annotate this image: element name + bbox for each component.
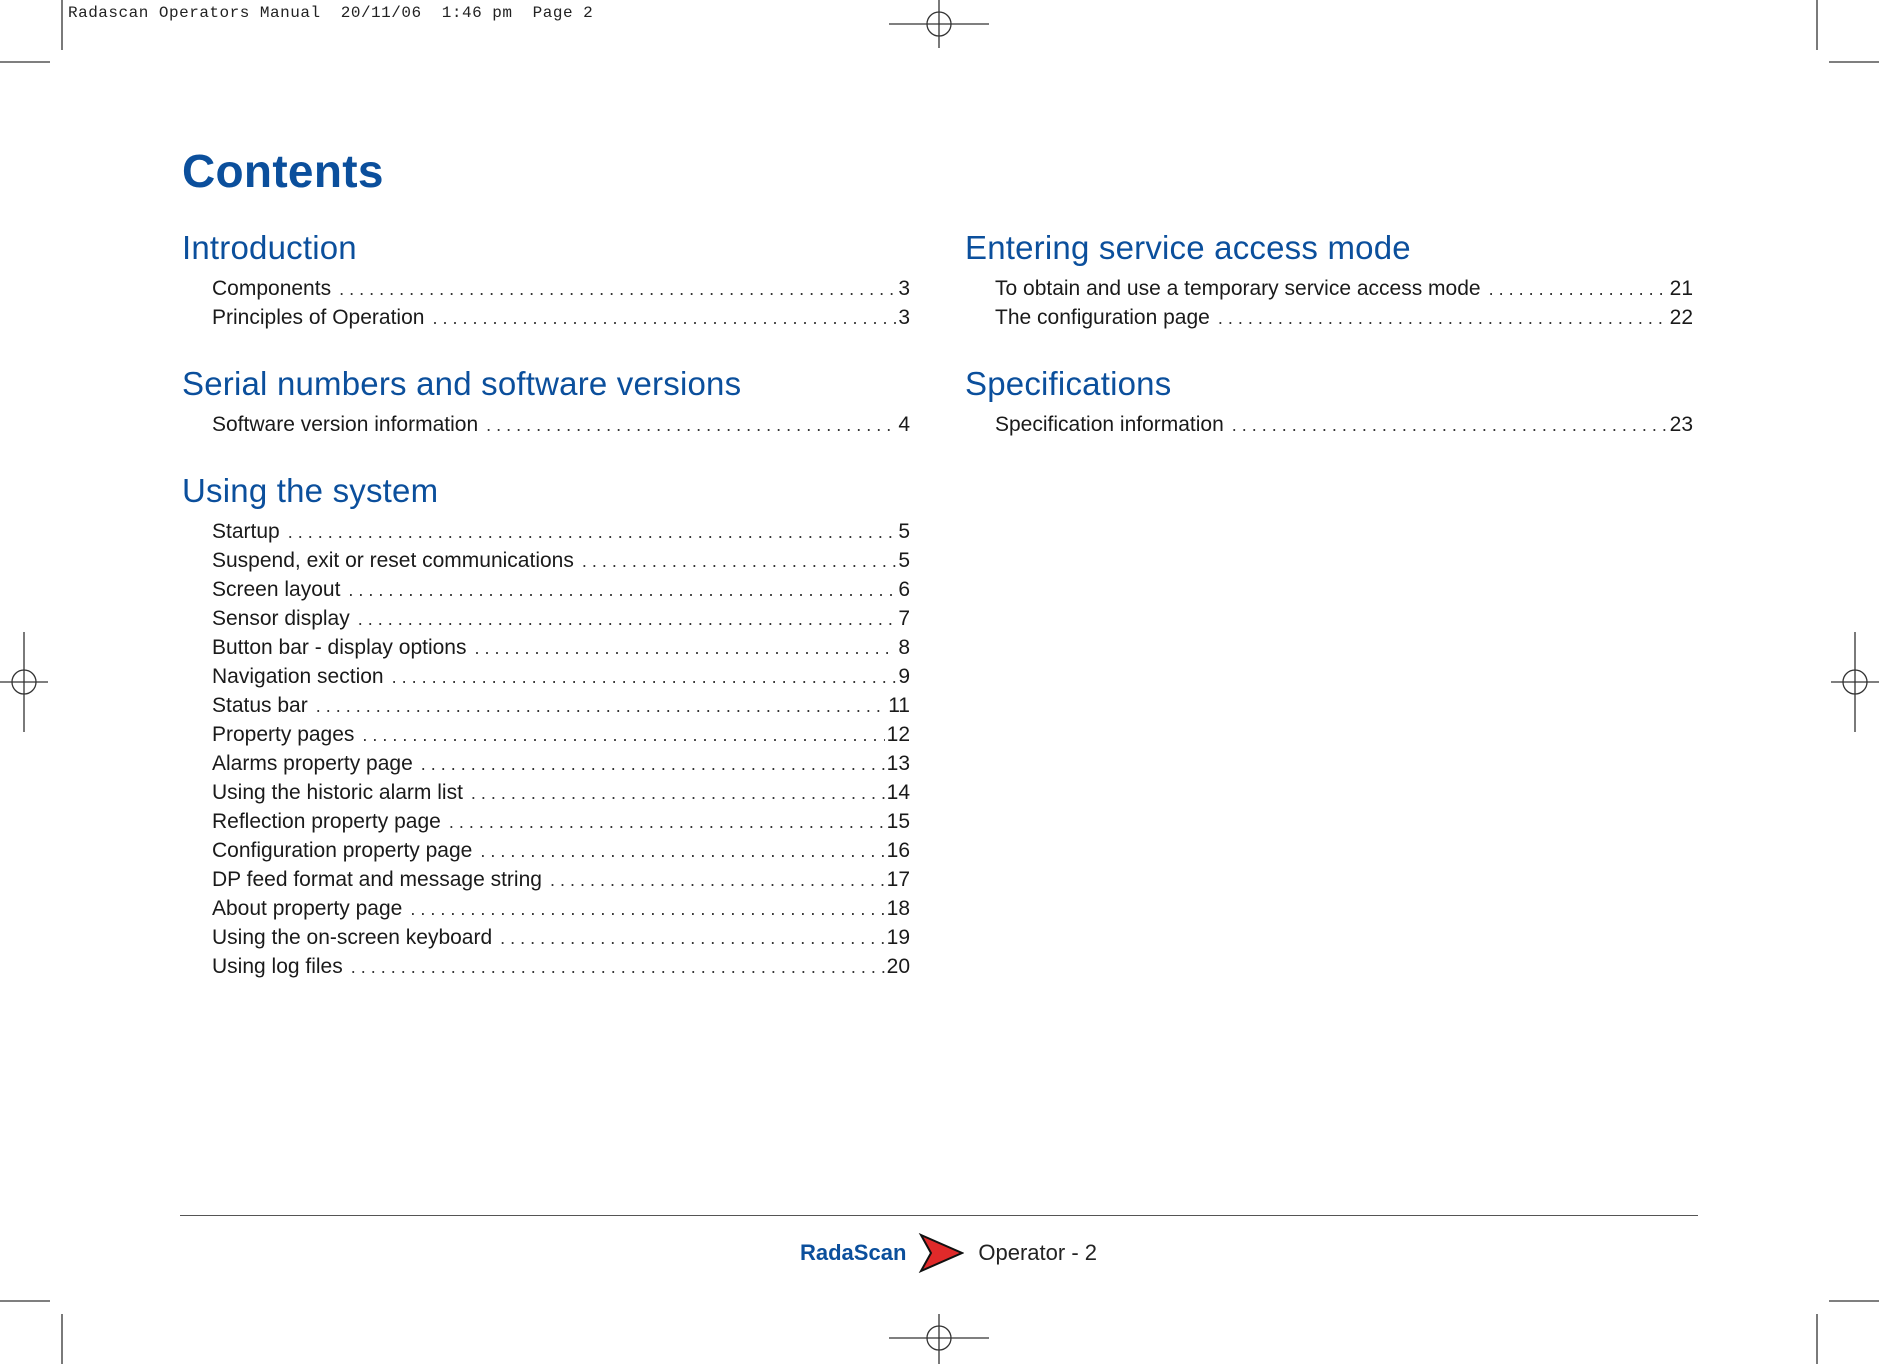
dot-leader xyxy=(550,866,885,895)
dot-leader xyxy=(358,605,897,634)
section-heading: Specifications xyxy=(965,365,1172,402)
section-heading: Using the system xyxy=(182,472,439,509)
dot-leader xyxy=(471,779,885,808)
red-arrow-icon xyxy=(918,1233,964,1273)
entry-title: Using log files xyxy=(212,955,343,978)
entry-title: Components xyxy=(212,277,332,300)
dot-leader xyxy=(582,547,896,576)
toc-entry[interactable] xyxy=(182,952,910,981)
entry-page-number: 21 xyxy=(1669,277,1693,300)
section-heading: Entering service access mode xyxy=(965,229,1411,266)
toc-entry[interactable] xyxy=(182,633,910,662)
dot-leader xyxy=(1218,304,1668,333)
entry-page-number: 12 xyxy=(886,723,910,746)
toc-entry[interactable] xyxy=(182,807,910,836)
entry-title: Principles of Operation xyxy=(212,306,425,329)
entry-page-number: 11 xyxy=(888,694,910,717)
brand-name: RadaScan xyxy=(800,1240,907,1265)
dot-leader xyxy=(392,663,897,692)
toc-entry[interactable] xyxy=(182,865,910,894)
toc-entry[interactable] xyxy=(182,546,910,575)
entry-page-number: 5 xyxy=(898,520,910,543)
dot-leader xyxy=(339,275,896,304)
toc-entry[interactable] xyxy=(182,691,910,720)
dot-leader xyxy=(421,750,885,779)
section-heading: Serial numbers and software versions xyxy=(182,365,742,402)
dot-leader xyxy=(351,953,885,982)
dot-leader xyxy=(316,692,886,721)
entry-page-number: 6 xyxy=(898,578,910,601)
entry-page-number: 8 xyxy=(898,636,910,659)
toc-section-specifications xyxy=(965,362,1693,439)
entry-title: Sensor display xyxy=(212,607,350,630)
toc-entry[interactable] xyxy=(965,303,1693,332)
dot-leader xyxy=(362,721,884,750)
toc-entry[interactable] xyxy=(182,749,910,778)
toc-entry[interactable] xyxy=(965,410,1693,439)
entry-title: Using the on-screen keyboard xyxy=(212,926,493,949)
entry-page-number: 4 xyxy=(898,413,910,436)
page-title: Contents xyxy=(182,145,384,197)
entry-page-number: 19 xyxy=(886,926,910,949)
toc-entry[interactable] xyxy=(182,410,910,439)
entry-page-number: 3 xyxy=(898,306,910,329)
toc-section-serial-numbers xyxy=(182,362,910,439)
page-footer xyxy=(800,1233,1097,1273)
entry-title: To obtain and use a temporary service access mode xyxy=(995,277,1481,300)
entry-title: DP feed format and message string xyxy=(212,868,542,891)
entry-page-number: 13 xyxy=(886,752,910,775)
entry-title: Button bar - display options xyxy=(212,636,467,659)
toc-entry[interactable] xyxy=(965,274,1693,303)
entry-page-number: 15 xyxy=(886,810,910,833)
toc-entry[interactable] xyxy=(182,720,910,749)
dot-leader xyxy=(1232,411,1668,440)
entry-page-number: 17 xyxy=(886,868,910,891)
entry-title: Reflection property page xyxy=(212,810,441,833)
dot-leader xyxy=(410,895,884,924)
toc-right-column xyxy=(965,226,1693,469)
toc-entry[interactable] xyxy=(182,575,910,604)
entry-page-number: 9 xyxy=(898,665,910,688)
entry-title: Software version information xyxy=(212,413,479,436)
toc-entry[interactable] xyxy=(182,274,910,303)
dot-leader xyxy=(432,304,896,333)
toc-entry[interactable] xyxy=(182,778,910,807)
entry-title: Navigation section xyxy=(212,665,384,688)
dot-leader xyxy=(486,411,896,440)
entry-title: About property page xyxy=(212,897,403,920)
entry-page-number: 20 xyxy=(886,955,910,978)
section-heading: Introduction xyxy=(182,229,357,266)
dot-leader xyxy=(1489,275,1668,304)
entry-title: Startup xyxy=(212,520,280,543)
dot-leader xyxy=(474,634,896,663)
entry-title: Property pages xyxy=(212,723,355,746)
entry-page-number: 23 xyxy=(1669,413,1693,436)
dot-leader xyxy=(288,518,897,547)
dot-leader xyxy=(449,808,885,837)
entry-page-number: 18 xyxy=(886,897,910,920)
toc-entry[interactable] xyxy=(182,923,910,952)
entry-page-number: 7 xyxy=(898,607,910,630)
toc-entry[interactable] xyxy=(182,517,910,546)
entry-page-number: 16 xyxy=(886,839,910,862)
entry-title: Alarms property page xyxy=(212,752,413,775)
footer-divider xyxy=(180,1215,1698,1216)
toc-left-column xyxy=(182,226,910,1011)
entry-title: Specification information xyxy=(995,413,1224,436)
toc-entry[interactable] xyxy=(182,303,910,332)
entry-title: Screen layout xyxy=(212,578,341,601)
print-slug-line: Radascan Operators Manual 20/11/06 1:46 pm Page 2 xyxy=(68,4,594,22)
toc-entry[interactable] xyxy=(182,894,910,923)
entry-title: Configuration property page xyxy=(212,839,473,862)
toc-section-service-access xyxy=(965,226,1693,332)
entry-title: Suspend, exit or reset communications xyxy=(212,549,574,572)
dot-leader xyxy=(348,576,896,605)
dot-leader xyxy=(480,837,884,866)
entry-title: Status bar xyxy=(212,694,308,717)
dot-leader xyxy=(500,924,884,953)
toc-entry[interactable] xyxy=(182,604,910,633)
toc-section-using-the-system xyxy=(182,469,910,981)
entry-title: The configuration page xyxy=(995,306,1210,329)
entry-title: Using the historic alarm list xyxy=(212,781,463,804)
entry-page-number: 14 xyxy=(886,781,910,804)
toc-entry[interactable] xyxy=(182,836,910,865)
footer-page-label: Operator - 2 xyxy=(978,1240,1097,1265)
toc-entry[interactable] xyxy=(182,662,910,691)
toc-section-introduction xyxy=(182,226,910,332)
entry-page-number: 5 xyxy=(898,549,910,572)
entry-page-number: 3 xyxy=(898,277,910,300)
entry-page-number: 22 xyxy=(1669,306,1693,329)
